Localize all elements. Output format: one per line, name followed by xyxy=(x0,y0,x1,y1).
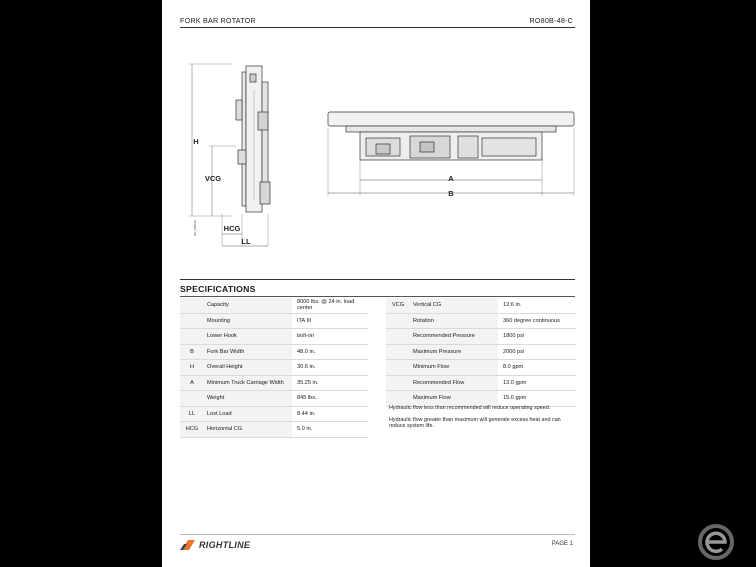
spec-value: 30.6 in. xyxy=(292,360,368,376)
dim-ll-label: LL xyxy=(241,237,251,246)
front-view xyxy=(328,112,574,196)
document-title: FORK BAR ROTATOR xyxy=(180,16,256,25)
spec-label: Overall Height xyxy=(204,360,292,376)
spec-value: 360 degree continuous xyxy=(498,313,576,329)
page-number: PAGE 1 xyxy=(551,541,573,547)
table-row xyxy=(180,406,368,422)
spec-symbol: VCG xyxy=(386,298,410,313)
table-row xyxy=(180,329,368,345)
spec-value: 15.0 gpm xyxy=(498,391,576,407)
spec-value: 8.44 in. xyxy=(292,406,368,422)
spec-symbol xyxy=(386,360,410,376)
spec-label: Recommended Pressure xyxy=(410,329,498,345)
spec-value: 2000 psi xyxy=(498,344,576,360)
spec-symbol xyxy=(180,298,204,313)
spec-value: 1800 psi xyxy=(498,329,576,345)
table-row xyxy=(180,344,368,360)
spec-table-right xyxy=(386,298,576,407)
table-row xyxy=(180,422,368,438)
spec-value: bolt-on xyxy=(292,329,368,345)
spec-symbol xyxy=(180,391,204,407)
spec-label: Vertical CG xyxy=(410,298,498,313)
spec-value: 48.0 in. xyxy=(292,344,368,360)
spec-label: Recommended Flow xyxy=(410,375,498,391)
spec-symbol: A xyxy=(180,375,204,391)
spec-label: Maximum Flow xyxy=(410,391,498,407)
spec-label: Mounting xyxy=(204,313,292,329)
site-watermark-icon xyxy=(692,522,742,562)
spec-value: 13.0 gpm xyxy=(498,375,576,391)
spec-value: 845 lbs. xyxy=(292,391,368,407)
side-view xyxy=(189,64,270,246)
spec-value: 35.25 in. xyxy=(292,375,368,391)
dim-hcg-label: HCG xyxy=(223,224,241,233)
spec-label: Lower Hook xyxy=(204,329,292,345)
table-row xyxy=(386,360,576,376)
spec-symbol xyxy=(386,329,410,345)
brand-name: RIGHTLINE xyxy=(199,540,251,550)
hydraulic-note-low-flow: Hydraulic flow less than recommended will reduce operating speed. xyxy=(389,405,551,411)
spec-symbol: H xyxy=(180,360,204,376)
specs-divider xyxy=(180,279,575,280)
spec-symbol: B xyxy=(180,344,204,360)
specs-title-underline xyxy=(180,296,575,297)
spec-symbol: HCG xyxy=(180,422,204,438)
brand-mark-icon xyxy=(180,539,196,551)
spec-label: Capacity xyxy=(204,298,292,313)
spec-symbol xyxy=(180,313,204,329)
table-row xyxy=(180,298,368,313)
spec-symbol xyxy=(386,375,410,391)
dim-vcg-label: VCG xyxy=(204,174,222,183)
technical-drawing xyxy=(162,0,590,270)
spec-value: 5.0 in. xyxy=(292,422,368,438)
spec-table-left xyxy=(180,298,368,438)
spec-label: Fork Bar Width xyxy=(204,344,292,360)
brand-logo xyxy=(180,538,250,552)
dim-b-label: B xyxy=(448,189,454,198)
hydraulic-note-high-flow: Hydraulic flow greater than maximum will generate excess heat and can reduce system life. xyxy=(389,417,561,430)
spec-label: Lost Load xyxy=(204,406,292,422)
drawing-code: RO_80B-48 xyxy=(193,220,197,236)
footer-divider xyxy=(180,534,575,535)
specifications-heading: SPECIFICATIONS xyxy=(180,284,256,294)
table-row xyxy=(180,360,368,376)
table-row xyxy=(386,391,576,407)
spec-symbol xyxy=(386,391,410,407)
spec-symbol xyxy=(180,329,204,345)
table-row xyxy=(180,391,368,407)
spec-label: Weight xyxy=(204,391,292,407)
spec-label: Minimum Flow xyxy=(410,360,498,376)
table-row xyxy=(386,313,576,329)
table-row xyxy=(180,313,368,329)
table-row xyxy=(180,375,368,391)
spec-value: 8.0 gpm xyxy=(498,360,576,376)
spec-label: Minimum Truck Carriage Width xyxy=(204,375,292,391)
dim-h-label: H xyxy=(193,137,199,146)
spec-sheet-page xyxy=(162,0,590,567)
dim-a-label: A xyxy=(448,174,454,183)
spec-value: 12.6 in. xyxy=(498,298,576,313)
table-row xyxy=(386,375,576,391)
table-row xyxy=(386,344,576,360)
spec-symbol xyxy=(386,313,410,329)
spec-label: Horizontal CG xyxy=(204,422,292,438)
spec-symbol xyxy=(386,344,410,360)
table-row xyxy=(386,298,576,313)
spec-value: ITA III xyxy=(292,313,368,329)
table-row xyxy=(386,329,576,345)
model-number: RO80B-48-C xyxy=(529,16,573,25)
spec-value: 8000 lbs. @ 24 in. load center xyxy=(292,298,368,313)
spec-label: Rotation xyxy=(410,313,498,329)
spec-label: Maximum Pressure xyxy=(410,344,498,360)
spec-symbol: LL xyxy=(180,406,204,422)
